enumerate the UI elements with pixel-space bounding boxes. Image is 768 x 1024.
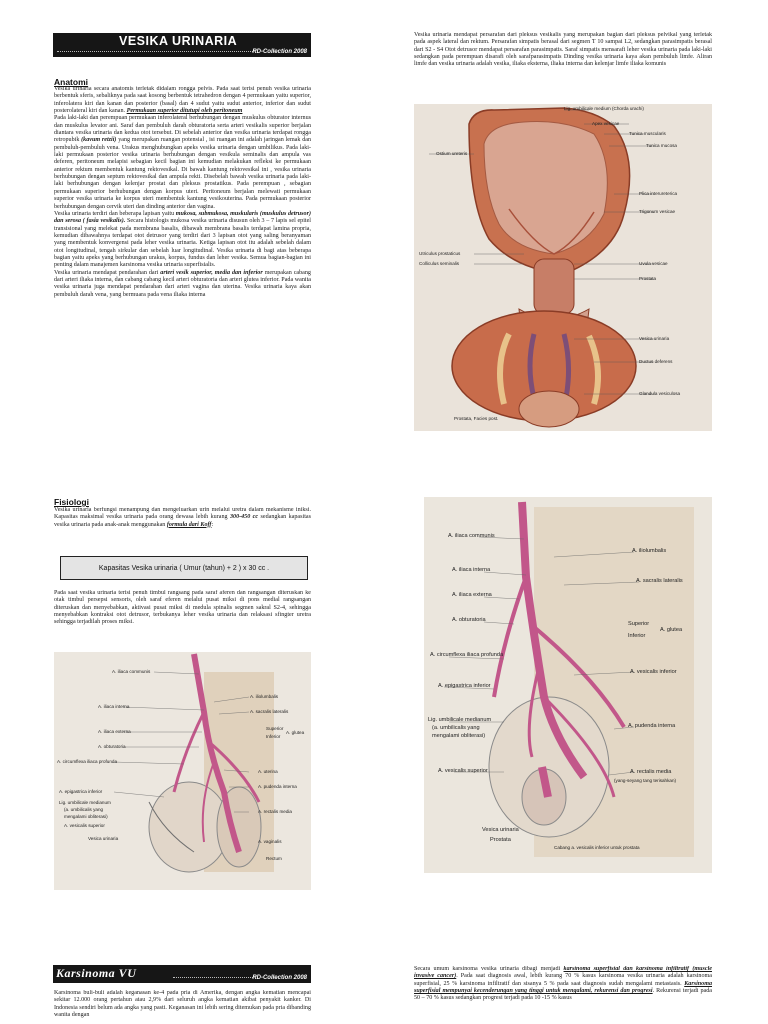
label-r-vesicalis-inferior: A. vesicalis inferior [630,669,677,675]
fisiologi-paragraph-1: Vesika urinaria berfungsi menampung dan mengeluarkan urin melalui uretra dalam mekanisme iniksi. Kapasitas maksimal vesika urinaria pada orang dewasa lebih kurang 300-450 cc sedangkan kapasitas vesika urinaria pada anak-anak menggunakan formula dari Koff: [54,507,311,528]
fisiologi-text-1 [54,507,311,547]
label-tunica-muscularis: Tunica muscularis [629,131,666,136]
label-inferior: Inferior [266,734,281,739]
label-vesica-urinaria: Vesica urinaria [88,836,119,841]
label-r-iliaca-interna: A. iliaca interna [452,567,491,573]
anatomi-text [54,86,311,412]
label-vaginalis: A. vaginalis [258,839,282,844]
label-vesicalis-superior: A. vesicalis superior [64,823,105,828]
label-iliaca-interna: A. iliaca interna [98,704,130,709]
fisiologi-text-2 [54,590,311,645]
label-colliculus: Colliculus seminalis [419,261,460,266]
label-r-umbilicalis: (a. umbilicalis yang [432,725,480,731]
anatomi-paragraph-1: Vesika urinaria secara anatomis terletak didalam rongga pelvis. Pada saat terisi penuh vesika urinaria berbentuk sferis, sebaliknya pada saat kosong berbentuk tetrahedron dengan 4 permukaan yaitu superior, inferolatera kiri dan kanan dan posterior (basal) dan 4 sudut yaitu sudut anterior, inferior dan sudut posterolateral kiri dan kanan. Permukaan superior ditutupi oleh peritoneum [54,86,311,115]
label-prostata-post: Prostata, Facies post. [454,416,499,421]
label-r-vesica-urinaria: Vesica urinaria [482,827,519,833]
label-epigastrica: A. epigastrica inferior [59,789,103,794]
label-ductus-deferens: Ductus deferens [639,359,673,364]
label-utriculus: Utriculus prostaticus [419,251,461,256]
heading-anatomi: Anatomi [54,77,88,87]
karsinoma-paragraph-left: Karsinoma buli-buli adalah keganasan ke-4 pada pria di Amerika, dengan angka kematian mencapai sekitar 12.000 orang pertahun atau 2,9% dari seluruh angka kematian akibat penyakit kanker. Di Indonesia sendiri belum ada angka yang pasti. Keganasan ini lebih sering ditemukan pada pria dibanding wanita dengan [54,990,311,1019]
label-plica: Plica interureterica [639,191,678,196]
label-r-cabang-prostata: Cabang a. vesicalis inferior untuk prostata [554,845,640,850]
label-sacralis-lateralis: A. sacralis lateralis [250,709,289,714]
banner-divider-2 [173,977,253,978]
anatomi-paragraph-4: Vesika urinaria mendapat pendarahan dari arteri vesik superior, media dan inferior merupakan cabang dari arteri iliaka interna, dan cabang cabang kecil arteri obturatoria dan arteri glutea inferior. Pada wanita vesika urinaria juga mendapat pendarahan dari arteri vagina dan uterina. Vesika urinaria kaya akan pembuluh darah vena, yang bermuara pada vena iliaka interna [54,269,311,298]
label-circumflexa: A. circumflexa iliaca profunda [57,759,118,764]
bladder-anatomy-figure [414,104,712,431]
label-vesica: Vesica urinaria [639,336,670,341]
label-iliaca-externa: A. iliaca externa [98,729,131,734]
label-tunica-mucosa: Tunica mucosa [646,143,677,148]
anatomi-paragraph-2: Pada laki-laki dan perempuan permukaan inferolateral berhubungan dengan muskulus obturator internus dan muskulus levator ani. Saraf dan pembuluh darah obturatoria serta arteri vesikalis superior berjalan diantara vesika urinaria dan kedua otot tersebut. Di sebelah anterior dan vesika urinaria terdapat rongga retropubik (kavum retzii) yang merupakan ruangan potensial , isi ruangan ini adalah jaringan lemak dan pembuluh-pembuluh vena. Urakus menghubungkan apeks vesika urinaria dengan umbilikus. Pada laki-laki permukaan posterior vesika urinaria berhubungan dengan vesikula seminalis dan ampula vas deferen, peritoneum melapisi sebagian kecil bagian ini kemudian melakukan refleksi ke permukaan anterior rektum membentuk kantung rektovesikal. Di bawah kantung rektovesikal ini , vesika urinaria berhubungan dengan septum rektovesikal dan ampula rekti. Disebelah bawah vesika urinaria pada laki-laki berhubungan dengan kelenjar prostat dan pleksus prostatikus. Pada perempuan , sebagian permukaan superior berhubungan dengan korpus uteri. Peritoneum berjalan melewati permukaan superior vesika urinaria ke korpus uteri membentuk kantung vesikouterina. Pada permukaan posterior berhubungan dengan cervik uteri dan dinding anterior dan vagina. [54,115,311,210]
label-lig-umbilicale-medianum: Lig. umbilicale medianum [59,800,111,805]
label-uterina: A. uterina [258,769,278,774]
banner-credit: RD-Collection 2008 [252,49,307,55]
pelvic-arteries-figure-female [54,652,311,890]
label-glutea: A. glutea [286,730,305,735]
label-r-superior: Superior [628,621,650,627]
label-apex: Apex vesicae [592,121,620,126]
label-ostium: Ostium ureteris [436,151,468,156]
persarafan-paragraph: Vesika urinaria mendapat persarafan dari pleksus vesikalis yang merupakan bagian dari pleksus pelvikal yang terletak pada aspek lateral dan rektum. Persarafan simpatis berasal dari segmen T 10 sampai L2, sedangkan parasimpatis berasal dari S2 - S4 Otot detrusor mendapat persarafan parasimpatis. Saraf simpatis mensarafi leher vesika urinaria pada laki-laki sedangkan pada perempuan disarafi oleh sarafparasimpatis Dinding vesika urinaria kaya akan pembuluh limfe. Aliran limfe dan vesika urinaria adalah vesika, iliaka eksterna, iliaka interna dan kelenjar limfe iliaka komunis [414,32,712,68]
label-r-rectalis-media: A. rectalis media [630,769,672,775]
section-title-karsinoma: Karsinoma VU [56,966,137,980]
label-obliterasi: mengalami obliterasi) [64,814,108,819]
label-r-pudenda-interna: A. pudenda interna [628,723,676,729]
label-trigonum: Trigonum vesicae [639,209,676,214]
label-rectum: Rectum [266,856,282,861]
section-banner-vesika [53,33,311,57]
karsinoma-paragraph-right: Secara umum karsinoma vesika urinaria dibagi menjadi karsinoma superfisial dan karsinoma infiltratif (muscle invasive cancer). Pada saat diagnosis awal, lebih kurang 70 % kasus karsinoma vesika urinaria adalah karsinoma superfisial, 25 % karsinoma infiltratif dan sisanya 5 % pada saat diagnosis sudah mengalami metastasis. Karsinoma superfisial mempunyai kecenderungan yang tinggi untuk mengalami, rekurensi dan progresi. Rekurensi terjadi pada 50 – 70 % kasus sedangkan progresi terjadi pada 10 -15 % kasus [414,966,712,1002]
formula-box [60,556,308,580]
label-r-iliolumbalis: A. iliolumbalis [632,548,667,554]
label-superior: Superior [266,726,284,731]
karsinoma-text-right [414,966,712,1024]
label-r-iliaca-communis: A. iliaca communis [448,533,495,539]
label-r-obturatoria: A. obturatoria [452,617,486,623]
label-r-vesicalis-superior: A. vesicalis superior [438,768,488,774]
label-r-glutea: A. glutea [660,627,683,633]
label-obturatoria: A. obturatoria [98,744,126,749]
banner-credit-2: RD-Collection 2008 [252,975,307,981]
label-umbilicalis: (a. umbilicalis yang [64,807,104,812]
label-lig-umbilicale: Lig. umbilicale medium (Chorda urachi) [564,106,644,111]
label-pudenda-interna: A. pudenda interna [258,784,297,789]
persarafan-text [414,32,712,103]
label-r-iliaca-externa: A. iliaca externa [452,592,492,598]
label-r-epigastrica: A. epigastrica inferior [438,683,491,689]
fisiologi-paragraph-2: Pada saat vesika urinaria terisi penuh timbul rangsang pada saraf aferen dan rangsangan diteruskan ke otak timbul persepsi sensoris, oleh saraf eferen melalui pusat miksi di pons medial rangsangan diteruskan dan menyebabkan, aktivasi pusat miksi di medula spinalis segmen sakral S2-4, sehingga menyebabkan kontraksi otot detrusor, terbukanya leher vesika urinaria dan relaksasi sfingter uretra sehingga terjadilah proses miksi. [54,590,311,626]
section-banner-karsinoma [53,965,311,983]
label-r-sacralis-lateralis: A. sacralis lateralis [636,578,683,584]
label-r-circumflexa: A. circumflexa iliaca profunda [430,652,504,658]
label-prostata: Prostata [639,276,657,281]
banner-divider [57,51,253,52]
karsinoma-text-left [54,990,311,1024]
anatomi-paragraph-3: Vesika urinaria terdiri dan beberapa lapisan yaitu mukosa, submukosa, muskularis (muskulus detrusor) dan serosa ( fasia vesikalis). Secara histologis mukosa vesika urinaria disusun oleh 3 – 7 lapis sel epitel transisional yang melekat pada membrana basalis, dibawah membrana basalis terdapat lamina propria, kemudian dibawahnya terdapat otot detrusor yang terdiri dari 3 lapisan otot yang saling beranyaman yang membentuk konvergensi pada leher vesika urinaria. Ketiga lapisan otot itu adalah sebelah dalam otot longitudinal, tengah sirkular dan sebelah luar longitudinal. Vesika urinaria di bagi atas beberapa bagian yaitu apeks yang berhubungan urakus, korpus, fundus dan leher vesika. Semua bagian-bagian ini penting dalam manajemen karsinoma vesika urinaria superfisialis. [54,210,311,269]
label-rectalis-media: A. rectalis media [258,809,292,814]
label-r-inferior: Inferior [628,633,646,639]
label-r-lig-umbilicale: Lig. umbilicale medianum [428,717,492,723]
label-r-prostata: Prostata [490,837,511,843]
heading-fisiologi: Fisiologi [54,497,89,507]
label-iliaca-communis: A. iliaca communis [112,669,151,674]
label-glandula: Glandula vesiculosa [639,391,681,396]
label-r-rectalis-note: (yang-seyang tang terisahkan) [614,778,677,783]
section-title: VESIKA URINARIA [119,34,238,48]
label-uvula: Uvula vesicae [639,261,668,266]
pelvic-arteries-figure-male [424,497,712,873]
label-iliolumbalis: A. iliolumbalis [250,694,279,699]
formula-text: Kapasitas Vesika urinaria ( Umur (tahun) + 2 ) x 30 cc . [98,564,270,572]
label-r-obliterasi: mengalami obliterasi) [432,733,486,739]
